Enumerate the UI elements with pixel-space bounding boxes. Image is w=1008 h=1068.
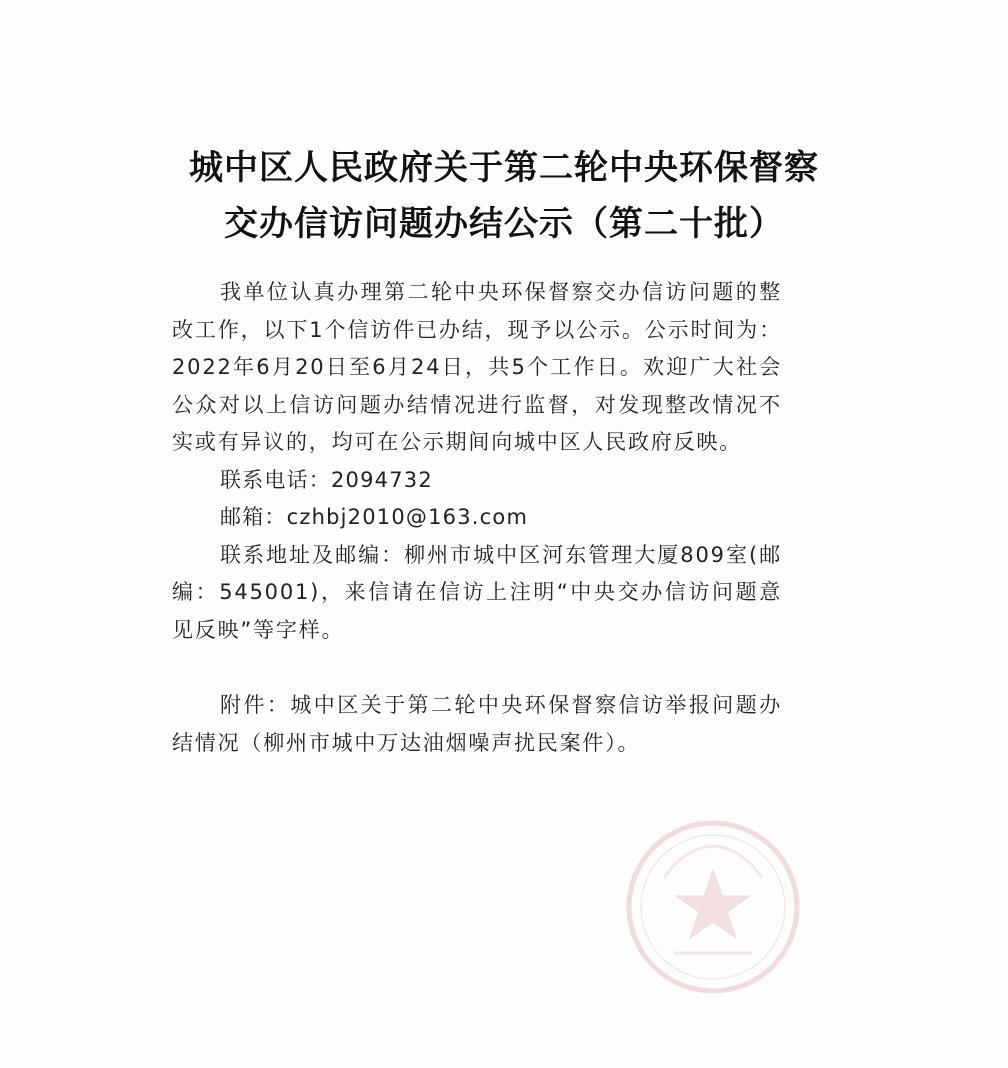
contact-email: 邮箱：czhbj2010@163.com — [220, 505, 529, 529]
attachment-note: 附件：城中区关于第二轮中央环保督察信访举报问题办结情况（柳州市城中万达油烟噪声扰民案件）。 — [172, 693, 782, 755]
document-body — [172, 274, 782, 762]
document-title-line1: 城中区人民政府关于第二轮中央环保督察 — [189, 148, 819, 188]
intro-paragraph: 我单位认真办理第二轮中央环保督察交办信访问题的整改工作，以下1个信访件已办结，现予以公示。公示时间为：2022年6月20日至6月24日，共5个工作日。欢迎广大社会公众对以上信访问题办结情况进行监督，对发现整改情况不实或有异议的，均可在公示期间向城中区人民政府反映。 — [172, 280, 782, 454]
official-seal-icon — [624, 818, 802, 996]
contact-address: 联系地址及邮编：柳州市城中区河东管理大厦809室(邮编：545001)，来信请在信访上注明“中央交办信访问题意见反映”等字样。 — [172, 542, 782, 642]
contact-phone: 联系电话：2094732 — [220, 467, 433, 492]
document-title-line2: 交办信访问题办结公示（第二十批） — [224, 204, 784, 244]
